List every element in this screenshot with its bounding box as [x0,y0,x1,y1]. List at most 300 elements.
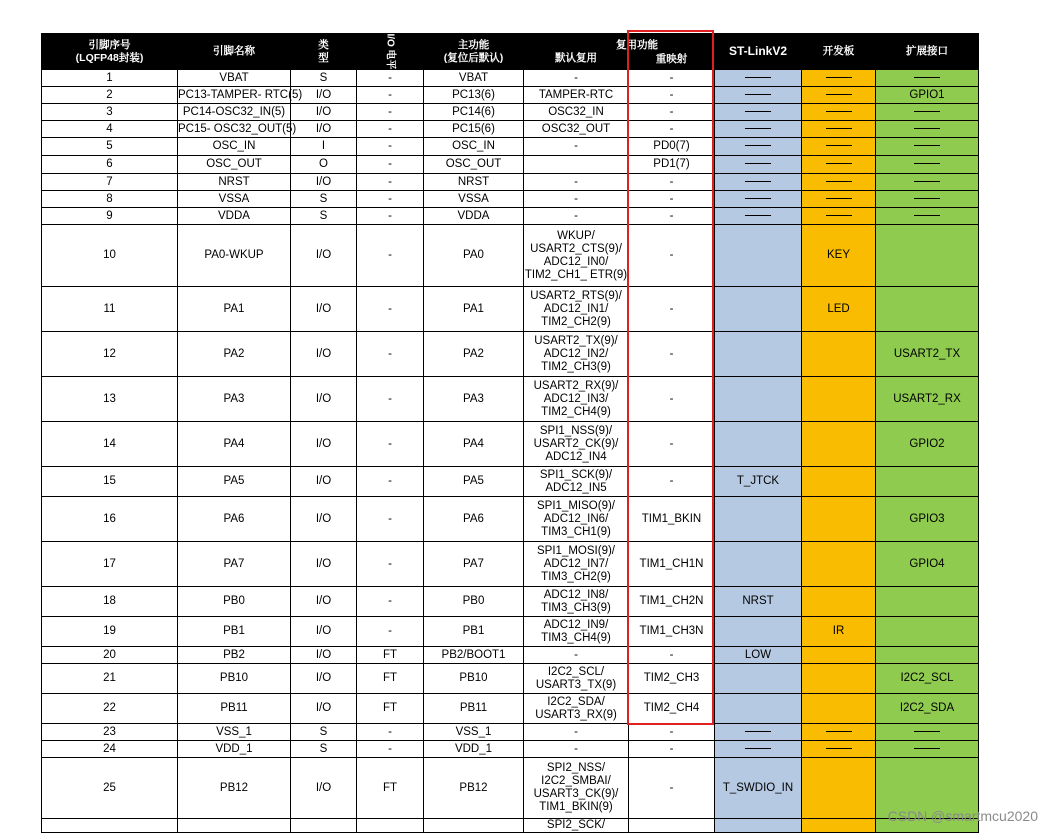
cell-alt [524,332,629,377]
cell-no [42,647,178,664]
cell-text: GPIO4 [909,557,945,570]
cell-text: SPI2_SCK/ [546,819,606,831]
cell-no [42,377,178,422]
cell-name [178,121,297,138]
cell-text: 2 [106,88,113,101]
cell-type [291,138,357,156]
cell-text: 11 [103,302,116,315]
cell-st [715,191,802,208]
cell-text: VSSA [218,192,250,205]
cell-text: - [669,742,674,755]
cell-text: PA6 [223,512,245,525]
cell-text: - [669,105,674,118]
cell-no [42,741,178,758]
cell-text: TIM1_BKIN [641,512,702,525]
cell-text: GPIO1 [909,88,945,101]
cell-no [42,225,178,287]
pin-definition-table [41,33,979,833]
cell-alt [524,138,629,156]
cell-text: 10 [103,249,116,261]
cell-type [291,542,357,587]
cell-text: VDD_1 [454,742,493,755]
cell-text: PC13-TAMPER- RTC(5) [178,88,303,101]
cell-text: - [669,725,674,738]
cell-ext [876,104,979,121]
header-alt-remap-label: 重映射 [655,53,688,65]
cell-text: NRST [457,175,490,188]
cell-alt [524,647,629,664]
table-header-row [42,34,979,70]
cell-text: - [669,781,674,794]
cell-text: PC13(6) [452,88,495,101]
cell-text: 25 [103,781,116,794]
cell-remap [629,724,715,741]
cell-remap [629,138,715,156]
cell-alt [524,664,629,694]
dash-line [826,748,852,749]
header-alt-func: 复用功能 [616,38,658,51]
dash-line [914,731,940,732]
cell-text: 14 [103,437,116,450]
cell-text: SPI2_NSS/ I2C2_SMBAI/ USART3_CK(9)/ TIM1_BKIN(9) [533,762,619,813]
cell-text: 8 [106,192,113,205]
cell-text: 1 [106,71,113,84]
header-main-func [424,34,524,70]
cell-lvl [357,724,424,741]
cell-ext [876,156,979,174]
cell-text: VSS_1 [455,725,492,738]
cell-main [424,156,524,174]
cell-type [291,758,357,819]
cell-lvl [357,377,424,422]
table-row [42,497,979,542]
cell-text: - [388,302,392,315]
cell-alt [524,741,629,758]
cell-main [424,819,524,833]
cell-text: 3 [106,105,113,118]
cell-text: VBAT [219,71,249,84]
cell-text: VSS_1 [216,725,252,738]
cell-ext [876,377,979,422]
cell-text: O [319,158,328,170]
cell-dev [802,587,876,617]
header-ext: 扩展接口 [876,34,979,70]
cell-text: - [669,437,674,450]
cell-st [715,467,802,497]
cell-text: I/O [315,437,332,450]
cell-lvl [357,758,424,819]
cell-text: FT [382,648,398,661]
cell-text: - [669,209,674,222]
cell-main [424,694,524,724]
cell-text: PA3 [223,392,245,405]
header-pin-no-pkg: (LQFP48封装) [75,51,144,64]
cell-main [424,70,524,87]
cell-remap [629,758,715,819]
cell-st [715,156,802,174]
cell-no [42,191,178,208]
cell-dev [802,121,876,138]
cell-text: PA2 [463,347,484,360]
cell-type [291,497,357,542]
cell-text: USART2_RTS(9)/ ADC12_IN1/ TIM2_CH2(9) [530,289,622,328]
cell-remap [629,542,715,587]
cell-name [178,819,291,833]
cell-main [424,664,524,694]
cell-name [178,664,291,694]
cell-text: I/O [315,672,332,684]
cell-st [715,70,802,87]
cell-text: PB12 [219,781,249,794]
cell-text: I/O [315,122,332,135]
cell-dev [802,741,876,758]
cell-text: PA7 [223,557,245,570]
cell-text: PA4 [463,437,484,450]
cell-dev [802,156,876,174]
cell-lvl [357,208,424,225]
cell-no [42,70,178,87]
cell-text: - [574,209,578,222]
cell-name [178,497,291,542]
cell-text: - [388,347,392,360]
cell-text: PB10 [219,672,249,684]
cell-text: I [321,140,326,152]
cell-alt [524,208,629,225]
cell-text: PA3 [463,392,484,405]
cell-text: I2C2_SCL [900,672,954,684]
cell-text: S [319,192,328,205]
cell-lvl [357,87,424,104]
cell-st [715,332,802,377]
cell-ext [876,497,979,542]
cell-st [715,104,802,121]
cell-main [424,467,524,497]
cell-lvl [357,332,424,377]
cell-name [178,377,291,422]
cell-text: FT [382,781,398,794]
cell-text: PD1(7) [653,158,690,170]
cell-main [424,758,524,819]
cell-text: - [388,625,392,637]
cell-st [715,741,802,758]
cell-text: S [319,742,328,755]
cell-text: PA6 [463,512,484,525]
dash-line [826,163,852,164]
cell-text: TIM1_CH3N [639,625,704,637]
cell-text: - [388,122,392,135]
cell-text: - [388,437,392,450]
cell-text: - [388,71,392,84]
cell-dev [802,87,876,104]
cell-main [424,121,524,138]
cell-no [42,758,178,819]
cell-text: PA4 [223,437,245,450]
cell-text: IR [832,625,845,637]
cell-text: TIM2_CH3 [643,672,700,684]
cell-st [715,617,802,647]
cell-text: PB2/BOOT1 [441,648,506,661]
table-row [42,542,979,587]
cell-text: OSC32_OUT [541,122,611,135]
table-row [42,647,979,664]
cell-name [178,225,291,287]
cell-st [715,208,802,225]
cell-text: I2C2_SDA [899,702,955,714]
table-row [42,287,979,332]
cell-type [291,287,357,332]
cell-lvl [357,156,424,174]
cell-name [178,647,291,664]
cell-main [424,422,524,467]
cell-text: PA1 [223,302,245,315]
cell-name [178,208,291,225]
cell-text: I/O [315,557,332,570]
cell-text: 23 [103,725,116,738]
header-pin-name: 引脚名称 [178,34,291,70]
cell-lvl [357,819,424,833]
cell-name [178,422,291,467]
dash-line [745,145,771,146]
cell-ext [876,332,979,377]
header-main-func-label: 主功能 [457,38,490,51]
cell-dev [802,422,876,467]
dash-line [745,128,771,129]
cell-text: USART2_RX(9)/ ADC12_IN3/ TIM2_CH4(9) [533,379,619,418]
cell-text: 5 [106,140,113,152]
cell-main [424,87,524,104]
cell-lvl [357,287,424,332]
cell-text: T_JTCK [736,475,780,487]
cell-dev [802,191,876,208]
cell-text: PC14-OSC32_IN(5) [182,105,286,118]
cell-name [178,104,291,121]
cell-text: VBAT [458,71,489,84]
cell-text: 13 [103,392,116,405]
cell-type [291,664,357,694]
cell-lvl [357,104,424,121]
dash-line [745,94,771,95]
cell-text: - [669,392,674,405]
header-type-b: 型 [318,51,329,64]
cell-text: SPI1_NSS(9)/ USART2_CK(9)/ ADC12_IN4 [533,424,619,463]
cell-text: - [669,475,674,487]
table-row [42,225,979,287]
cell-lvl [357,497,424,542]
cell-main [424,208,524,225]
cell-text: I/O [315,625,332,637]
cell-ext [876,225,979,287]
dash-line [914,77,940,78]
cell-text: VDDA [457,209,490,222]
cell-ext [876,542,979,587]
cell-main [424,647,524,664]
table-row [42,332,979,377]
cell-dev [802,287,876,332]
cell-ext [876,287,979,332]
cell-no [42,208,178,225]
cell-ext [876,70,979,87]
cell-text: 4 [106,122,113,135]
cell-st [715,174,802,191]
dash-line [914,215,940,216]
cell-name [178,70,291,87]
cell-no [42,694,178,724]
cell-type [291,225,357,287]
cell-remap [629,87,715,104]
cell-text: I/O [315,105,332,118]
cell-text: I/O [315,392,332,405]
cell-lvl [357,741,424,758]
dash-line [745,748,771,749]
cell-no [42,587,178,617]
cell-text: S [319,725,328,738]
cell-alt [524,70,629,87]
cell-text: - [669,347,674,360]
cell-text: NRST [742,595,774,607]
cell-remap [629,104,715,121]
cell-lvl [357,191,424,208]
cell-text: PB0 [462,595,485,607]
cell-ext [876,422,979,467]
cell-no [42,121,178,138]
cell-remap [629,819,715,833]
table-row [42,422,979,467]
table-row [42,617,979,647]
cell-text: OSC_IN [212,140,256,152]
cell-alt [524,542,629,587]
watermark: CSDN @smartmcu2020 [887,808,1038,824]
cell-dev [802,138,876,156]
cell-remap [629,664,715,694]
cell-lvl [357,225,424,287]
cell-type [291,617,357,647]
cell-text: OSC_IN [452,140,495,152]
cell-text: TIM2_CH4 [643,702,700,714]
cell-ext [876,87,979,104]
cell-ext [876,138,979,156]
cell-st [715,87,802,104]
cell-dev [802,542,876,587]
cell-main [424,191,524,208]
table-row [42,138,979,156]
cell-type [291,647,357,664]
cell-text: - [388,175,392,188]
cell-type [291,121,357,138]
table-row [42,377,979,422]
cell-remap [629,156,715,174]
cell-dev [802,70,876,87]
cell-st [715,664,802,694]
cell-alt [524,422,629,467]
table-row [42,174,979,191]
cell-text: GPIO2 [909,437,945,450]
cell-st [715,647,802,664]
cell-no [42,104,178,121]
header-pin-no [42,34,178,70]
cell-text: - [574,140,578,152]
cell-text: 19 [103,625,116,637]
cell-st [715,287,802,332]
cell-st [715,819,802,833]
cell-text: KEY [826,249,850,261]
cell-no [42,87,178,104]
cell-text: TIM1_CH2N [639,595,704,607]
cell-text: 24 [103,742,116,755]
header-type [291,34,357,70]
cell-ext [876,208,979,225]
cell-text: SPI1_MISO(9)/ ADC12_IN6/ TIM3_CH1(9) [537,499,615,538]
cell-text: - [669,648,674,661]
cell-no [42,819,178,833]
cell-lvl [357,467,424,497]
cell-text: I/O [315,595,332,607]
cell-text: PA0-WKUP [204,249,264,261]
cell-remap [629,497,715,542]
cell-alt [524,225,629,287]
dash-line [914,145,940,146]
dash-line [914,111,940,112]
cell-type [291,377,357,422]
cell-text: PD0(7) [653,140,690,152]
cell-dev [802,332,876,377]
cell-name [178,287,291,332]
cell-type [291,208,357,225]
cell-no [42,542,178,587]
cell-type [291,332,357,377]
table-row [42,587,979,617]
cell-st [715,497,802,542]
cell-text: I2C2_SDA/ USART3_RX(9) [535,695,617,721]
cell-text: LED [827,302,850,315]
cell-text: - [388,158,392,170]
cell-remap [629,121,715,138]
cell-st [715,377,802,422]
cell-no [42,332,178,377]
cell-text: 18 [103,595,116,607]
cell-lvl [357,542,424,587]
cell-dev [802,225,876,287]
cell-text: SPI1_MOSI(9)/ ADC12_IN7/ TIM3_CH2(9) [537,544,615,583]
dash-line [745,198,771,199]
cell-alt [524,87,629,104]
cell-name [178,758,291,819]
cell-text: - [388,475,392,487]
cell-text: - [669,175,674,188]
dash-line [826,128,852,129]
cell-text: - [388,595,392,607]
cell-remap [629,647,715,664]
cell-dev [802,647,876,664]
cell-type [291,174,357,191]
dash-line [745,181,771,182]
header-devboard: 开发板 [802,34,876,70]
cell-st [715,724,802,741]
header-main-func-sub: (复位后默认) [443,51,504,64]
cell-text: S [319,71,328,84]
table-row [42,819,979,833]
cell-alt [524,104,629,121]
cell-type [291,587,357,617]
cell-text: PA2 [223,347,245,360]
table-row [42,467,979,497]
cell-no [42,724,178,741]
table-row [42,741,979,758]
cell-remap [629,332,715,377]
cell-alt [524,617,629,647]
cell-text: - [388,140,392,152]
cell-main [424,497,524,542]
cell-text: I/O [315,302,332,315]
